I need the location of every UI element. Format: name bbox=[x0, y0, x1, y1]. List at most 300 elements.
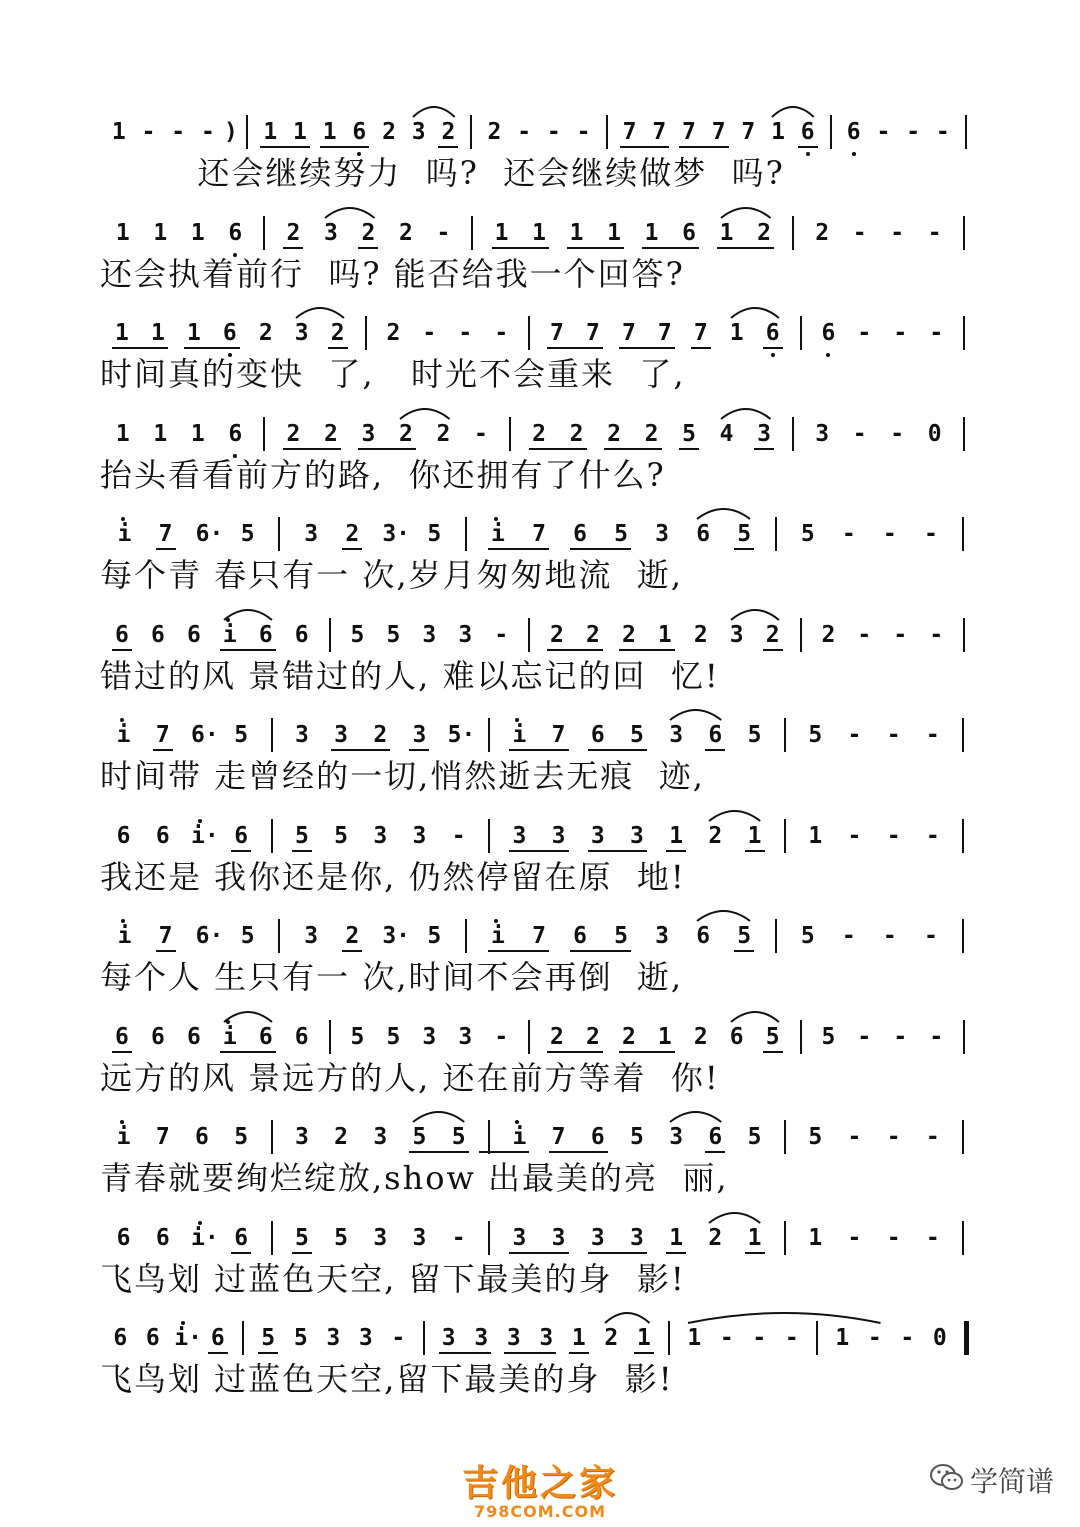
note: ) bbox=[223, 119, 238, 145]
note: 7 bbox=[532, 521, 546, 547]
note: 5 bbox=[765, 1023, 780, 1050]
note: 7 bbox=[585, 320, 600, 346]
note: i bbox=[512, 1124, 527, 1150]
note: 2 bbox=[532, 420, 546, 447]
note: 5 bbox=[821, 1023, 836, 1050]
note: 6 bbox=[590, 1124, 605, 1150]
beam-underline bbox=[588, 749, 647, 751]
note: 3 bbox=[373, 1224, 388, 1251]
note: 2 bbox=[550, 1023, 564, 1050]
beam-underline bbox=[231, 1252, 251, 1254]
note: 1 bbox=[636, 1325, 651, 1351]
note: 6 bbox=[116, 822, 131, 849]
dash: - bbox=[141, 119, 156, 145]
barline bbox=[963, 417, 965, 451]
dash: - bbox=[923, 521, 938, 547]
beam-underline bbox=[619, 1051, 675, 1053]
high-octave-dot bbox=[494, 517, 498, 521]
tie-slur bbox=[323, 204, 377, 220]
beam-underline bbox=[292, 850, 312, 852]
note: 6 bbox=[116, 1224, 131, 1251]
note: 3 bbox=[323, 219, 338, 246]
high-octave-dot bbox=[120, 718, 124, 722]
note: 1 bbox=[719, 219, 734, 246]
note: 2 bbox=[286, 420, 301, 447]
dash: - bbox=[925, 822, 940, 849]
dash: - bbox=[391, 1325, 406, 1351]
dash: - bbox=[422, 320, 437, 346]
dash: - bbox=[882, 521, 897, 547]
note: 3 bbox=[551, 1224, 566, 1251]
note: 3 bbox=[669, 722, 684, 748]
barline bbox=[830, 115, 832, 149]
beam-underline bbox=[208, 1352, 228, 1354]
barline bbox=[528, 316, 530, 350]
note: 1 bbox=[771, 119, 785, 145]
beam-underline bbox=[283, 448, 341, 450]
note: 2 bbox=[345, 521, 360, 547]
note: 3 bbox=[669, 1124, 684, 1150]
note: 5 bbox=[614, 521, 628, 547]
rest: 0 bbox=[932, 1325, 947, 1351]
beam-underline bbox=[763, 1051, 783, 1053]
lyric-line: 飞鸟划 过蓝色天空,留下最美的身 影! bbox=[100, 1360, 674, 1398]
beam-underline bbox=[666, 850, 686, 852]
note: 2 bbox=[436, 420, 451, 447]
note: 7 bbox=[682, 119, 696, 145]
note: i bbox=[116, 1124, 131, 1150]
barline bbox=[784, 819, 786, 853]
note: 2 bbox=[345, 923, 360, 949]
note: 2 bbox=[693, 1023, 708, 1050]
tie-slur bbox=[294, 304, 346, 320]
dash: - bbox=[935, 119, 950, 145]
barline bbox=[278, 919, 280, 953]
dash: - bbox=[929, 1023, 944, 1050]
dash: - bbox=[929, 320, 944, 346]
beam-underline bbox=[220, 649, 276, 651]
note: 2 bbox=[382, 119, 396, 145]
barline bbox=[784, 718, 786, 752]
barline bbox=[528, 618, 530, 652]
beam-underline bbox=[331, 749, 390, 751]
tie-slur bbox=[398, 405, 452, 421]
note: 3 bbox=[655, 521, 670, 547]
note: 3 bbox=[326, 1325, 341, 1351]
beam-underline bbox=[588, 850, 647, 852]
note: 3 bbox=[630, 822, 644, 849]
dash: - bbox=[171, 119, 186, 145]
beam-underline bbox=[488, 950, 549, 952]
lyric-line: 远方的风 景远方的人, 还在前方等着 你! bbox=[100, 1058, 720, 1097]
barline bbox=[271, 1221, 273, 1255]
lyric-line: 每个青 春只有一 次,岁月匆匆地流 逝, bbox=[100, 556, 684, 594]
beam-underline bbox=[666, 1252, 686, 1254]
dash: - bbox=[451, 1224, 466, 1251]
note: 2 bbox=[323, 420, 338, 447]
note: 6· bbox=[195, 521, 224, 547]
beam-underline bbox=[734, 548, 754, 550]
beam-underline bbox=[260, 146, 310, 148]
note: 6 bbox=[228, 219, 243, 246]
tie-slur bbox=[686, 1309, 883, 1325]
note: 6 bbox=[800, 119, 815, 145]
note: 2 bbox=[621, 621, 636, 648]
note: 2 bbox=[621, 1023, 636, 1050]
note: 7 bbox=[711, 119, 726, 145]
note: 1 bbox=[729, 320, 744, 346]
barline bbox=[963, 316, 965, 350]
note: 3 bbox=[512, 822, 527, 849]
dash: - bbox=[927, 219, 942, 246]
note: 7 bbox=[657, 320, 672, 346]
beam-underline bbox=[529, 448, 587, 450]
note: 5 bbox=[747, 1124, 762, 1150]
tie-slur bbox=[707, 807, 762, 823]
barline bbox=[962, 517, 964, 551]
note: 1 bbox=[747, 822, 762, 849]
note: 6 bbox=[294, 1023, 309, 1050]
barline bbox=[329, 1020, 331, 1054]
wechat-account bbox=[930, 1460, 1054, 1500]
barline bbox=[263, 417, 265, 451]
beam-underline bbox=[619, 347, 675, 349]
note: 7 bbox=[155, 722, 170, 748]
note: 1 bbox=[808, 822, 823, 849]
note: 6 bbox=[682, 219, 696, 246]
note: 5 bbox=[800, 521, 815, 547]
note: 6 bbox=[222, 320, 237, 346]
note: 6 bbox=[258, 621, 273, 648]
note: 2 bbox=[585, 621, 600, 648]
note: i· bbox=[174, 1325, 202, 1351]
note: 3 bbox=[512, 1224, 527, 1251]
tie-slur bbox=[707, 1209, 762, 1225]
beam-underline bbox=[156, 950, 176, 952]
barline bbox=[271, 819, 273, 853]
dash: - bbox=[893, 621, 908, 648]
barline bbox=[606, 115, 608, 149]
lyric-line: 飞鸟划 过蓝色天空, 留下最美的身 影! bbox=[100, 1259, 686, 1298]
beam-underline bbox=[328, 347, 348, 349]
note: 1 bbox=[835, 1325, 850, 1351]
tie-slur bbox=[729, 304, 781, 320]
beam-underline bbox=[745, 850, 765, 852]
logo-sub-text: 798COM.COM bbox=[473, 1502, 606, 1521]
barline bbox=[800, 1020, 802, 1054]
barline bbox=[962, 1221, 964, 1255]
barline bbox=[775, 517, 777, 551]
note: 1 bbox=[808, 1224, 823, 1251]
note: 7 bbox=[158, 521, 173, 547]
beam-underline bbox=[258, 1352, 278, 1354]
note: 6 bbox=[765, 320, 780, 346]
tie-slur bbox=[222, 606, 274, 622]
note: i bbox=[222, 621, 237, 648]
dash: - bbox=[925, 1124, 940, 1150]
dash: - bbox=[929, 621, 944, 648]
note: 5 bbox=[614, 923, 628, 949]
note: 3 bbox=[294, 320, 309, 346]
barline bbox=[816, 1321, 818, 1355]
note: 5 bbox=[737, 923, 752, 949]
beam-underline bbox=[509, 1252, 568, 1254]
beam-underline bbox=[409, 1151, 468, 1153]
note: 7 bbox=[551, 1124, 566, 1150]
note: 2 bbox=[604, 1325, 619, 1351]
barline bbox=[792, 417, 794, 451]
note: 6 bbox=[258, 1023, 273, 1050]
note: 1 bbox=[153, 420, 168, 447]
dash: - bbox=[494, 320, 509, 346]
dash: - bbox=[867, 1325, 882, 1351]
beam-underline bbox=[763, 347, 783, 349]
beam-underline bbox=[620, 146, 670, 148]
beam-underline bbox=[112, 347, 168, 349]
high-octave-dot bbox=[121, 517, 125, 521]
dash: - bbox=[847, 722, 862, 748]
barline bbox=[962, 718, 964, 752]
tie-slur bbox=[668, 706, 723, 722]
beam-underline bbox=[358, 448, 416, 450]
tie-slur bbox=[668, 1108, 723, 1124]
barline bbox=[784, 1120, 786, 1154]
note: 3· bbox=[382, 923, 411, 949]
tie-slur bbox=[770, 103, 816, 119]
rest: 0 bbox=[927, 420, 942, 447]
note: 5 bbox=[412, 1124, 427, 1150]
beam-underline bbox=[588, 1252, 647, 1254]
note: 3 bbox=[304, 521, 319, 547]
dash: - bbox=[200, 119, 215, 145]
note: 1 bbox=[644, 219, 659, 246]
note: 3 bbox=[412, 1224, 427, 1251]
dash: - bbox=[841, 923, 856, 949]
note: 2 bbox=[373, 722, 388, 748]
note: 7 bbox=[652, 119, 667, 145]
note: 1 bbox=[657, 1023, 672, 1050]
note: 2 bbox=[386, 320, 401, 346]
note: 1 bbox=[153, 219, 168, 246]
dash: - bbox=[925, 722, 940, 748]
note: 1 bbox=[657, 621, 672, 648]
dash: - bbox=[784, 1325, 799, 1351]
tie-slur bbox=[411, 1108, 466, 1124]
wechat-icon bbox=[930, 1463, 964, 1497]
note: 2 bbox=[398, 420, 413, 447]
dash: - bbox=[719, 1325, 734, 1351]
barline bbox=[800, 316, 802, 350]
note: 7 bbox=[551, 722, 566, 748]
note: 6 bbox=[228, 420, 243, 447]
barline bbox=[509, 417, 511, 451]
barline bbox=[246, 115, 248, 149]
barline bbox=[488, 819, 490, 853]
note: 2 bbox=[708, 1224, 723, 1251]
beam-underline bbox=[569, 1352, 589, 1354]
dash: - bbox=[886, 822, 901, 849]
dash: - bbox=[886, 1124, 901, 1150]
note: i bbox=[491, 521, 505, 547]
note: 5 bbox=[808, 1124, 823, 1150]
dash: - bbox=[886, 722, 901, 748]
note: 2 bbox=[644, 420, 659, 447]
barline bbox=[962, 1120, 964, 1154]
dash: - bbox=[925, 1224, 940, 1251]
note: 6 bbox=[186, 1023, 201, 1050]
note: 3 bbox=[506, 1325, 521, 1351]
beam-underline bbox=[320, 146, 370, 148]
final-barline bbox=[964, 1321, 969, 1355]
note: 2 bbox=[693, 621, 708, 648]
barline bbox=[963, 216, 965, 250]
note: 1 bbox=[494, 219, 509, 246]
note: 3 bbox=[373, 1124, 388, 1150]
barline bbox=[963, 618, 965, 652]
lyric-line: 我还是 我你还是你, 仍然停留在原 地! bbox=[100, 857, 686, 896]
beam-underline bbox=[479, 1151, 529, 1153]
note: 7 bbox=[621, 320, 636, 346]
beam-underline bbox=[547, 649, 603, 651]
note: 6 bbox=[150, 1023, 165, 1050]
barline bbox=[965, 115, 967, 149]
note: 1 bbox=[115, 420, 130, 447]
note: 1 bbox=[571, 1325, 586, 1351]
barline bbox=[365, 316, 367, 350]
note: 7 bbox=[741, 119, 756, 145]
note: 5 bbox=[234, 722, 249, 748]
note: 3 bbox=[412, 722, 427, 748]
note: 3 bbox=[551, 822, 566, 849]
beam-underline bbox=[549, 1151, 608, 1153]
note: 2 bbox=[441, 119, 456, 145]
note: 7 bbox=[550, 320, 564, 346]
note: 5 bbox=[386, 1023, 401, 1050]
note: 6 bbox=[195, 1124, 209, 1150]
note: 3 bbox=[458, 621, 473, 648]
barline bbox=[271, 718, 273, 752]
note: 3 bbox=[474, 1325, 489, 1351]
note: 3 bbox=[412, 822, 427, 849]
note: 5 bbox=[386, 621, 401, 648]
beam-underline bbox=[156, 548, 176, 550]
note: 3 bbox=[590, 822, 605, 849]
note: 3 bbox=[630, 1224, 644, 1251]
note: 1 bbox=[322, 119, 337, 145]
note: 5 bbox=[747, 722, 762, 748]
note: 6 bbox=[145, 1325, 160, 1351]
note: 5 bbox=[630, 1124, 644, 1150]
lyric-line: 时间真的变快 了, 时光不会重来 了, bbox=[100, 355, 686, 393]
note: 7 bbox=[155, 1124, 170, 1150]
dash: - bbox=[852, 420, 867, 447]
note: 6· bbox=[195, 923, 224, 949]
barline bbox=[488, 718, 490, 752]
note: 5 bbox=[427, 923, 442, 949]
note: 5 bbox=[350, 621, 365, 648]
note: 1 bbox=[111, 119, 126, 145]
barline bbox=[278, 517, 280, 551]
beam-underline bbox=[547, 347, 603, 349]
note: 5 bbox=[451, 1124, 466, 1150]
note: 6 bbox=[155, 1224, 170, 1251]
beam-underline bbox=[358, 247, 378, 249]
note: i bbox=[222, 1023, 237, 1050]
dash: - bbox=[494, 621, 509, 648]
note: 3 bbox=[358, 1325, 373, 1351]
note: i· bbox=[190, 822, 219, 849]
note: 6 bbox=[352, 119, 367, 145]
note: 1 bbox=[190, 219, 205, 246]
beam-underline bbox=[492, 247, 550, 249]
beam-underline bbox=[705, 1151, 725, 1153]
dash: - bbox=[857, 621, 872, 648]
lyric-line: 错过的风 景错过的人, 难以忘记的回 忆! bbox=[100, 656, 720, 695]
note: 3 bbox=[304, 923, 319, 949]
note: 2 bbox=[361, 219, 376, 246]
note: 5 bbox=[800, 923, 815, 949]
note: 3· bbox=[382, 521, 411, 547]
note: 3 bbox=[294, 1124, 309, 1150]
barline bbox=[792, 216, 794, 250]
barline bbox=[465, 919, 467, 953]
lyric-line: 每个人 生只有一 次,时间不会再倒 逝, bbox=[100, 958, 684, 996]
note: 3 bbox=[411, 119, 426, 145]
barline bbox=[329, 618, 331, 652]
note: 1 bbox=[115, 219, 130, 246]
note: 5 bbox=[737, 521, 752, 547]
beam-underline bbox=[438, 146, 458, 148]
note: 5 bbox=[293, 1325, 308, 1351]
note: 5 bbox=[334, 1224, 349, 1251]
dash: - bbox=[893, 1023, 908, 1050]
beam-underline bbox=[734, 950, 754, 952]
beam-underline bbox=[754, 448, 774, 450]
beam-underline bbox=[570, 950, 631, 952]
wechat-label: 学简谱 bbox=[970, 1465, 1055, 1498]
note: i bbox=[512, 722, 527, 748]
beam-underline bbox=[567, 247, 625, 249]
note: 1 bbox=[687, 1325, 702, 1351]
note: 2 bbox=[585, 1023, 600, 1050]
note: 3 bbox=[815, 420, 830, 447]
lyric-line: 青春就要绚烂绽放,show 出最美的亮 丽, bbox=[100, 1159, 729, 1197]
note: 5 bbox=[808, 722, 823, 748]
note: i bbox=[116, 722, 131, 748]
dash: - bbox=[882, 923, 897, 949]
beam-underline bbox=[679, 146, 729, 148]
note: 2 bbox=[757, 219, 771, 246]
tie-slur bbox=[719, 204, 773, 220]
note: 6 bbox=[729, 1023, 744, 1050]
note: 3 bbox=[422, 1023, 437, 1050]
high-octave-dot bbox=[198, 819, 202, 823]
note: 5· bbox=[447, 722, 476, 748]
barline bbox=[775, 919, 777, 953]
note: 4 bbox=[719, 420, 734, 447]
beam-underline bbox=[717, 247, 775, 249]
note: 6 bbox=[846, 119, 861, 145]
note: 1 bbox=[186, 320, 201, 346]
beam-underline bbox=[763, 649, 783, 651]
barline bbox=[488, 1221, 490, 1255]
note: 5 bbox=[234, 1124, 249, 1150]
note: 2 bbox=[765, 621, 780, 648]
note: 2 bbox=[550, 621, 564, 648]
note: 6 bbox=[210, 1325, 225, 1351]
note: 1 bbox=[607, 219, 621, 246]
dash: - bbox=[923, 923, 938, 949]
